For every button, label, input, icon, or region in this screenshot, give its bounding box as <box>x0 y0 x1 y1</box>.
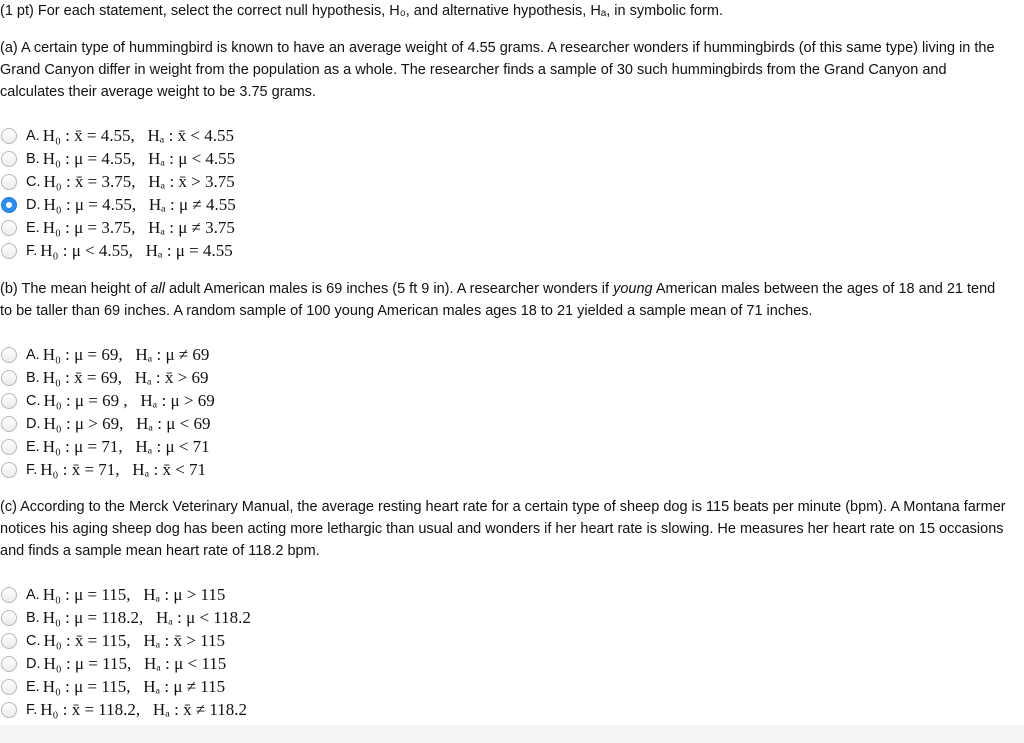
part-c-statement: (c) According to the Merck Veterinary Manual, the average resting heart rate for a certain type of sheep dog is 115 beats per minute (bpm). A Montana farmer notices his aging sheep dog has been acting more lethargic than usual and wonders if her heart rate is slowing. He measures her heart rate on 15 occasions and finds a sample mean heart rate of 118.2 bpm. <box>0 499 1006 559</box>
part-c-option-e[interactable] <box>0 675 251 698</box>
part-a-option-d[interactable] <box>0 193 236 216</box>
hypothesis-expression: H₀ : x̄ = 118.2, Hₐ : x̄ ≠ 118.2 <box>40 699 248 719</box>
option-letter: B. <box>26 150 40 167</box>
part-b-option-f[interactable] <box>0 458 215 481</box>
option-letter: C. <box>26 392 41 409</box>
radio-button[interactable] <box>1 220 17 236</box>
option-letter: F. <box>26 461 38 478</box>
statement-text: adult American males is 69 inches (5 ft 9 in). A researcher wonders if <box>164 281 614 297</box>
hypothesis-expression: H₀ : μ = 69 , Hₐ : μ > 69 <box>43 390 215 410</box>
radio-button[interactable] <box>1 587 17 603</box>
option-letter: D. <box>26 196 41 213</box>
statement-text: American males between the ages of 18 and 21 tend to be taller than 69 inches. A random sample of 100 young American males ages 18 to 21 yielded a sample mean of 71 inches. <box>0 281 996 319</box>
emphasis-text: young <box>613 281 653 297</box>
part-b-option-d[interactable] <box>0 412 215 435</box>
hypothesis-expression: H₀ : μ = 71, Hₐ : μ < 71 <box>42 436 210 456</box>
radio-button[interactable] <box>1 702 17 718</box>
part-a-statement: (a) A certain type of hummingbird is known to have an average weight of 4.55 grams. A researcher wonders if hummingbirds (of this same type) living in the Grand Canyon differ in weight from the population as a whole. The researcher finds a sample of 30 such hummingbirds from the Grand Canyon and calculates their average weight to be 3.75 grams. <box>0 40 995 100</box>
hypothesis-expression: H₀ : μ = 69, Hₐ : μ ≠ 69 <box>42 344 210 364</box>
part-c-option-c[interactable] <box>0 629 251 652</box>
part-a-option-b[interactable] <box>0 147 236 170</box>
part-c-option-d[interactable] <box>0 652 251 675</box>
part-a-option-a[interactable] <box>0 124 236 147</box>
hypothesis-expression: H₀ : μ = 4.55, Hₐ : μ < 4.55 <box>42 148 236 168</box>
radio-button[interactable] <box>1 610 17 626</box>
statement-text: (b) The mean height of <box>0 281 151 297</box>
hypothesis-expression: H₀ : x̄ = 4.55, Hₐ : x̄ < 4.55 <box>42 125 234 145</box>
option-letter: E. <box>26 438 40 455</box>
hypothesis-expression: H₀ : μ = 3.75, Hₐ : μ ≠ 3.75 <box>42 217 235 237</box>
hypothesis-expression: H₀ : x̄ = 115, Hₐ : x̄ > 115 <box>43 630 225 650</box>
radio-button[interactable] <box>1 243 17 259</box>
part-c-option-b[interactable] <box>0 606 251 629</box>
hypothesis-expression: H₀ : μ > 69, Hₐ : μ < 69 <box>43 413 211 433</box>
hypothesis-expression: H₀ : μ = 115, Hₐ : μ ≠ 115 <box>42 676 226 696</box>
part-b-option-e[interactable] <box>0 435 215 458</box>
part-b-option-a[interactable] <box>0 343 215 366</box>
radio-button[interactable] <box>1 633 17 649</box>
option-letter: D. <box>26 415 41 432</box>
radio-button[interactable] <box>1 128 17 144</box>
option-letter: C. <box>26 173 41 190</box>
option-letter: F. <box>26 242 38 259</box>
option-letter: A. <box>26 127 40 144</box>
part-c-options <box>0 583 251 721</box>
part-a-option-e[interactable] <box>0 216 236 239</box>
part-a-option-c[interactable] <box>0 170 236 193</box>
radio-button[interactable] <box>1 151 17 167</box>
bottom-bar <box>0 725 1024 743</box>
radio-button[interactable] <box>1 439 17 455</box>
option-letter: E. <box>26 219 40 236</box>
option-letter: D. <box>26 655 41 672</box>
radio-button[interactable] <box>1 347 17 363</box>
hypothesis-expression: H₀ : x̄ = 69, Hₐ : x̄ > 69 <box>42 367 209 387</box>
hypothesis-expression: H₀ : μ < 4.55, Hₐ : μ = 4.55 <box>40 240 233 260</box>
radio-button[interactable] <box>1 679 17 695</box>
part-c-option-f[interactable] <box>0 698 251 721</box>
radio-button-selected[interactable] <box>1 197 17 213</box>
option-letter: C. <box>26 632 41 649</box>
option-letter: A. <box>26 586 40 603</box>
part-a-option-f[interactable] <box>0 239 236 262</box>
question-header: (1 pt) For each statement, select the correct null hypothesis, H₀, and alternative hypothesis, Hₐ, in symbolic form. <box>0 3 724 19</box>
option-letter: B. <box>26 369 40 386</box>
hypothesis-expression: H₀ : μ = 115, Hₐ : μ > 115 <box>42 584 226 604</box>
radio-button[interactable] <box>1 393 17 409</box>
part-c-option-a[interactable] <box>0 583 251 606</box>
radio-button[interactable] <box>1 462 17 478</box>
part-b-options <box>0 343 215 481</box>
radio-button[interactable] <box>1 656 17 672</box>
option-letter: A. <box>26 346 40 363</box>
option-letter: E. <box>26 678 40 695</box>
hypothesis-expression: H₀ : x̄ = 71, Hₐ : x̄ < 71 <box>40 459 207 479</box>
hypothesis-expression: H₀ : x̄ = 3.75, Hₐ : x̄ > 3.75 <box>43 171 235 191</box>
hypothesis-expression: H₀ : μ = 118.2, Hₐ : μ < 118.2 <box>42 607 251 627</box>
option-letter: B. <box>26 609 40 626</box>
emphasis-text: all <box>150 281 165 297</box>
part-a-options <box>0 124 236 262</box>
part-b-option-b[interactable] <box>0 366 215 389</box>
part-b-statement <box>0 278 1010 322</box>
option-letter: F. <box>26 701 38 718</box>
radio-button[interactable] <box>1 174 17 190</box>
radio-button[interactable] <box>1 370 17 386</box>
radio-button[interactable] <box>1 416 17 432</box>
part-b-option-c[interactable] <box>0 389 215 412</box>
hypothesis-expression: H₀ : μ = 115, Hₐ : μ < 115 <box>43 653 227 673</box>
hypothesis-expression: H₀ : μ = 4.55, Hₐ : μ ≠ 4.55 <box>43 194 236 214</box>
